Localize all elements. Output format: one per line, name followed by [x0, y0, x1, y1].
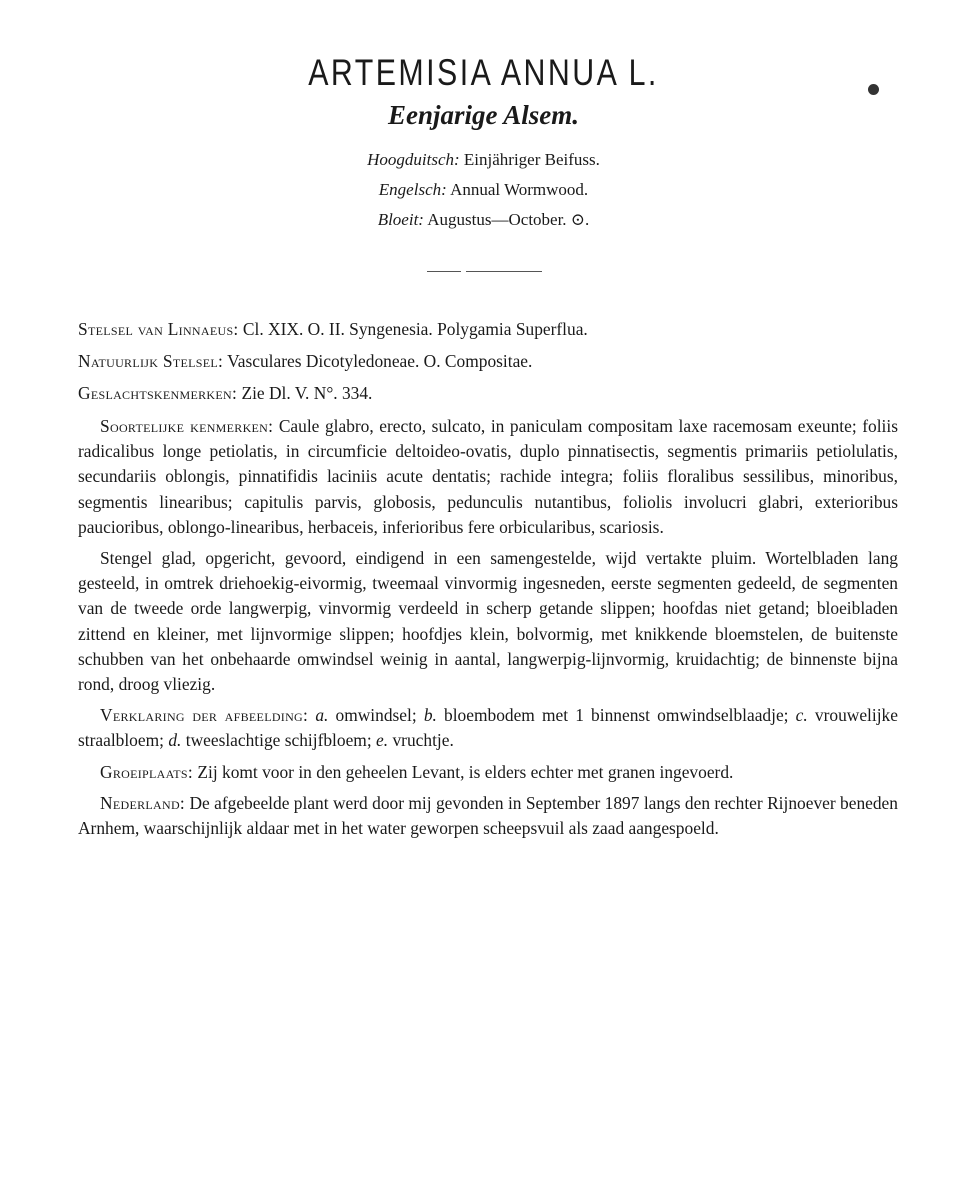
species-paragraph	[78, 414, 898, 540]
genus-line	[78, 382, 898, 404]
english-name-line	[0, 175, 967, 205]
figure-key-d: d.	[168, 730, 182, 751]
figure-key-a: a.	[315, 705, 329, 726]
linnaeus-label: Stelsel van Linnaeus:	[78, 319, 239, 339]
habitat-paragraph	[78, 760, 898, 785]
figure-key-b: b.	[423, 705, 437, 726]
figure-text-a: omwindsel;	[335, 705, 417, 726]
bloom-period: Augustus—October. ⊙.	[427, 210, 590, 229]
german-name: Einjähriger Beifuss.	[463, 150, 600, 169]
german-name-line	[0, 145, 967, 175]
divider-rule-short	[427, 271, 461, 272]
german-label: Hoogduitsch:	[367, 150, 460, 169]
body-text	[78, 318, 898, 847]
netherlands-text: De afgebeelde plant werd door mij gevonden in September 1897 langs den rechter Rijnoever beneden Arnhem, waarschijnlijk aldaar met in het water geworpen scheepsvuil als zaad aangespoeld.	[78, 792, 898, 839]
figure-legend-paragraph	[78, 703, 898, 753]
figure-text-d: tweeslachtige schijfbloem;	[185, 730, 372, 751]
natural-system-label: Natuurlijk Stelsel:	[78, 351, 224, 371]
bloom-label: Bloeit:	[377, 210, 424, 229]
natural-system-line	[78, 350, 898, 372]
genus-label: Geslachtskenmerken:	[78, 383, 238, 403]
figure-text-e: vruchtje.	[392, 730, 454, 751]
english-name: Annual Wormwood.	[450, 180, 589, 199]
figure-key-c: c.	[795, 705, 808, 726]
figure-text-c: vrouwelijke straalbloem;	[78, 705, 898, 751]
page-title: ARTEMISIA ANNUA L.	[308, 52, 659, 93]
genus-value: Zie Dl. V. N°. 334.	[241, 383, 373, 403]
description-paragraph: Stengel glad, opgericht, gevoord, eindigend in een samengestelde, wijd vertakte pluim. Wortelbladen lang gesteeld, in omtrek driehoekig-eivormig, tweemaal vinvormig ingesneden, eerste segmenten gedeeld, de segmenten van de tweede orde langwerpig, vinvormig verdeeld in scherp getande slippen; hoofdas niet getand; bloeibladen zittend en kleiner, met lijnvormige slippen; hoofdjes klein, bolvormig, met knikkende bloemstelen, de buitenste schubben van het onbehaarde omwindsel weinig in aantal, langwerpig-lijnvormig, kruidachtig; de binnenste bijna rond, droog vliezig.	[78, 548, 898, 695]
habitat-text: Zij komt voor in den geheelen Levant, is elders echter met granen ingevoerd.	[197, 761, 734, 782]
figure-key-e: e.	[376, 730, 389, 751]
ink-speck	[868, 84, 879, 95]
linnaeus-line	[78, 318, 898, 340]
habitat-label: Groeiplaats:	[100, 761, 193, 782]
common-names-block	[0, 145, 967, 235]
bloom-line	[0, 205, 967, 235]
species-text: Caule glabro, erecto, sulcato, in paniculam compositam laxe racemosam exeunte; foliis radicalibus longe petiolatis, in circumficie deltoideo-ovatis, duplo pinnatisectis, segmentis primariis petiolulatis, secundariis oblongis, pinnatifidis laciniis acute dentatis; rachide integra; foliis floralibus sessilibus, minoribus, segmentis linearibus; capitulis parvis, globosis, pedunculis nutantibus, foliolis involucri glabri, exterioribus paucioribus, oblongo-linearibus, herbaceis, inferioribus fere orbicularibus, scariosis.	[78, 416, 898, 537]
species-label: Soortelijke kenmerken:	[100, 416, 274, 436]
linnaeus-value: Cl. XIX. O. II. Syngenesia. Polygamia Superflua.	[242, 319, 588, 339]
natural-system-value: Vasculares Dicotyledoneae. O. Compositae.	[227, 351, 533, 371]
figure-text-b: bloembodem met 1 binnenst omwindselblaadje;	[444, 705, 789, 726]
divider-rule-long	[466, 271, 542, 272]
page-subtitle: Eenjarige Alsem.	[387, 100, 579, 130]
netherlands-paragraph	[78, 791, 898, 841]
figure-legend-label: Verklaring der afbeelding:	[100, 705, 309, 726]
netherlands-label: Nederland:	[100, 792, 186, 813]
english-label: Engelsch:	[378, 180, 447, 199]
